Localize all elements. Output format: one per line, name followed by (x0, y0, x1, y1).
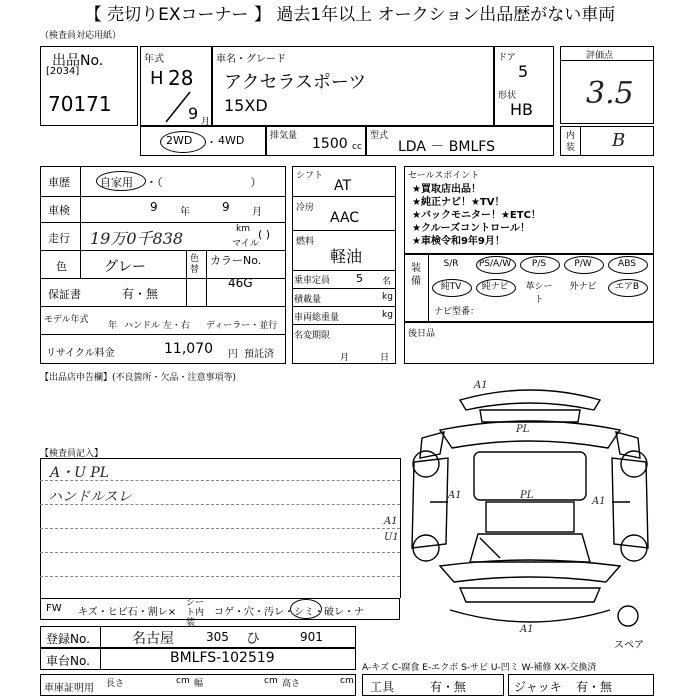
warranty-value: 有・無 (122, 287, 159, 301)
inspection-year: 9 (150, 200, 158, 214)
chassis-value: BMLFS-102519 (170, 650, 275, 666)
cert-length: 長さ (106, 679, 125, 689)
diagram-mark: A1 (384, 516, 398, 527)
equip-circle (476, 256, 516, 274)
equip-circle (608, 279, 648, 297)
recycle-label: リサイクル料金 (46, 348, 115, 359)
recycle-unit: 円 (228, 349, 238, 360)
equip-circle (608, 256, 648, 274)
shape-value: HB (510, 100, 534, 119)
jack-value: 有・無 (576, 680, 613, 694)
history-suffix: ・（ ） (146, 176, 262, 189)
cert-label: 車庫証明用 (44, 683, 94, 694)
doors-label: ドア (498, 53, 516, 63)
interior-value: B (612, 130, 626, 151)
car-name: アクセラスポーツ (224, 72, 367, 93)
color-label: 色 (56, 260, 67, 273)
mileage-value: 19万0千838 (90, 229, 184, 248)
damage-legend: A-キズ C-腐食 E-エクボ S-サビ U-凹ミ W-補修 XX-交換済 (362, 663, 597, 673)
cert-height: 高さ (282, 679, 301, 689)
later-label: 後日品 (408, 329, 436, 339)
misc-handle: ハンドル 左・右 (124, 321, 190, 331)
sales-item: ★買取店出品！ (412, 184, 481, 195)
shift-label: シフト (296, 171, 324, 181)
equip-sr: S/R (443, 259, 459, 269)
misc-dealer: ディーラー・並行 (206, 321, 278, 331)
equip-ext-navi: 外ナビ (569, 282, 597, 292)
reg-class: 305 (206, 630, 229, 644)
warranty-label: 保証書 (48, 288, 81, 301)
lot-label: 出品No. (52, 53, 104, 69)
lot-sub: [2034] (46, 66, 80, 77)
year-value: 28 (168, 66, 194, 90)
equip-circle (476, 279, 516, 297)
carname-label: 車名・グレード (216, 54, 286, 65)
equip-circle (564, 256, 604, 274)
interior-label-2: 装 (566, 143, 576, 153)
score-value: 3.5 (586, 76, 634, 111)
reg-kana: ひ (246, 631, 260, 647)
recycle-value: 11,070 (164, 341, 213, 357)
month-suffix: 月 (201, 117, 211, 127)
color-no-label: カラーNo. (210, 254, 262, 267)
diagram-mark: PL (516, 424, 530, 435)
ac-label: 冷房 (296, 203, 315, 213)
load-unit: kg (382, 292, 393, 302)
equip-tv: 純TV (440, 282, 462, 292)
equip-circle (520, 256, 560, 274)
interior-label-1: 内 (566, 131, 576, 141)
color-no-value: 46G (228, 276, 253, 290)
diagram-mark: A1 (448, 490, 462, 501)
sales-item: ★車検令和9年9月！ (412, 236, 505, 247)
banner-title: 【 売切りEXコーナー 】 過去1年以上 オークション出品歴がない車両 (84, 5, 616, 25)
equip-airbag: エアB (614, 282, 640, 292)
model-value: LDA － BMLFS (398, 139, 495, 155)
sales-label: セールスポイント (408, 171, 480, 181)
fw-sheet-label: シート内装 (186, 598, 205, 628)
fw-circle (290, 599, 322, 619)
cert-cm: cm (264, 676, 278, 686)
color-value: グレー (104, 259, 146, 275)
displacement-label: 排気量 (270, 131, 298, 141)
drive-4wd: 4WD (218, 134, 245, 147)
equipment-label: 装備 (411, 263, 421, 287)
reg-label: 登録No. (46, 632, 90, 646)
shift-value: AT (334, 178, 352, 194)
era: H (150, 68, 164, 89)
fw-label: FW (46, 603, 62, 614)
ac-value: AAC (330, 210, 360, 226)
model-label: 型式 (370, 131, 389, 141)
misc-year-unit: 年 (108, 321, 118, 331)
cert-cm: cm (340, 676, 354, 686)
lot-number: 70171 (48, 92, 112, 116)
month-value: 9 (188, 104, 199, 123)
displacement-unit: cc (352, 142, 362, 152)
inspection-year-unit: 年 (180, 207, 190, 218)
reg-number: 901 (300, 630, 323, 644)
tools-label: 工具 (370, 680, 395, 694)
name-change-month: 月 (340, 353, 350, 363)
recycle-status: 預託済 (244, 349, 274, 360)
later-box (404, 322, 654, 364)
mileage-paren: ( ) (258, 228, 271, 241)
fw-sheet-items: コゲ・穴・汚レ・シミ・破レ・ナ (214, 607, 364, 618)
inspector-label: 【検査員記入】 (40, 449, 104, 459)
inspector-note: ハンドルスレ (48, 489, 132, 505)
drive-sep: ・ (206, 136, 217, 149)
diagram-mark: A1 (592, 496, 606, 507)
mileage-unit-km: km (236, 224, 250, 234)
car-grade: 15XD (224, 96, 268, 115)
weight-label: 車両総重量 (294, 313, 340, 323)
mileage-label: 走行 (48, 232, 70, 245)
diagram-mark: A1 (520, 624, 534, 635)
color-change-label: 色替 (190, 254, 200, 275)
equip-leather: 革シート (525, 282, 553, 305)
equip-abs: ABS (618, 259, 636, 269)
capacity-unit: 名 (382, 277, 392, 287)
displacement-value: 1500 (312, 136, 348, 152)
remarks-label: 【出品店申告欄】(不良箇所・欠品・注意事項等) (40, 373, 237, 383)
car-diagram (400, 378, 670, 640)
equip-pw: P/W (574, 259, 592, 269)
weight-unit: kg (382, 310, 393, 320)
sales-item: ★クルーズコントロール！ (412, 223, 530, 234)
chassis-label: 車台No. (46, 654, 90, 668)
equip-ps: P/S (531, 259, 547, 269)
history-label: 車歴 (48, 176, 70, 189)
fuel-label: 燃料 (296, 237, 315, 247)
inspector-note: A・U PL (50, 465, 110, 481)
tools-value: 有・無 (430, 680, 467, 694)
interior-divider (580, 126, 581, 156)
form-note: （検査員対応用紙） (40, 31, 122, 41)
cert-cm: cm (176, 676, 190, 686)
history-value: 自家用 (100, 176, 133, 189)
fuel-value: 軽油 (330, 247, 363, 266)
sales-item: ★バックモニター！★ETC！ (412, 210, 541, 221)
doors-value: 5 (518, 62, 529, 81)
reg-area: 名古屋 (132, 631, 174, 647)
equip-psaw: PS/A/W (478, 259, 512, 269)
sales-item: ★純正ナビ！★TV！ (412, 197, 505, 208)
misc-model-year: モデル年式 (44, 315, 89, 325)
drive-2wd: 2WD (166, 134, 193, 147)
score-label: 評価点 (586, 51, 614, 61)
year-label: 年式 (144, 54, 164, 65)
shape-label: 形状 (498, 91, 517, 101)
diagram-mark: PL (520, 490, 534, 501)
capacity-label: 乗車定員 (294, 276, 331, 286)
diagram-mark: U1 (384, 532, 399, 543)
fw-items: キズ・ヒビ石・割レ× (78, 607, 177, 618)
diagram-mark: A1 (474, 380, 488, 391)
equip-navi: 純ナビ (481, 282, 509, 292)
cert-width: 幅 (194, 679, 204, 689)
inspection-label: 車検 (48, 204, 70, 217)
inspection-month: 9 (222, 200, 230, 214)
load-label: 積載量 (294, 295, 322, 305)
mileage-unit-mile: マイル (232, 239, 259, 249)
spare-label: スペア (614, 640, 644, 651)
inspection-month-unit: 月 (252, 207, 262, 218)
name-change-label: 名変期限 (294, 331, 331, 341)
capacity-value: 5 (356, 272, 363, 285)
navi-label: ナビ型番： (434, 307, 480, 317)
equip-circle (432, 279, 472, 297)
jack-label: ジャッキ (514, 680, 562, 694)
name-change-day: 日 (380, 353, 390, 363)
